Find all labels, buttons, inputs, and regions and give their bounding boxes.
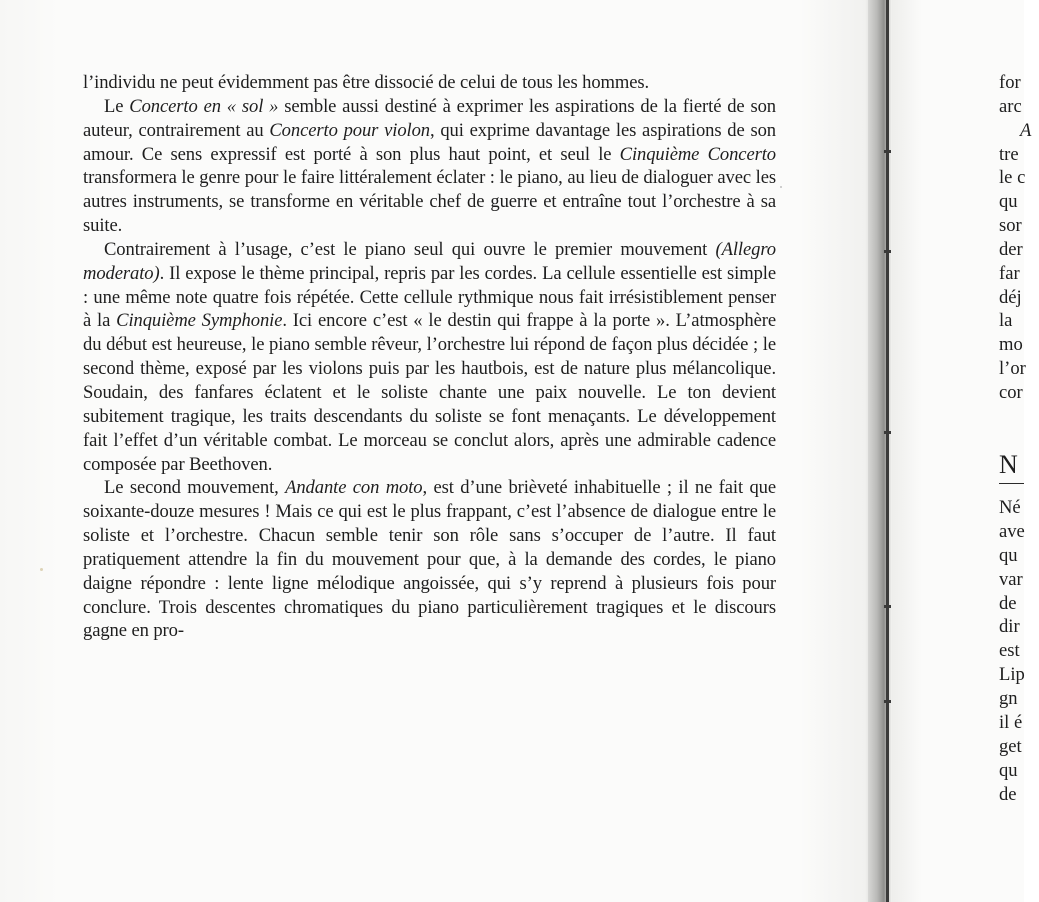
right-page-line: gn (999, 688, 1018, 710)
italic-title: Concerto pour violon (269, 119, 430, 141)
right-page-line: A (1020, 119, 1032, 141)
binding-mark (884, 431, 891, 434)
italic-title: Concerto en « sol » (129, 95, 279, 117)
italic-title: Cinquième Concerto (619, 143, 776, 165)
right-page-line: qu (999, 544, 1018, 566)
left-page-text (83, 71, 776, 643)
text-run: . Ici encore c’est « le destin qui frappe à la porte ». L’atmosphère du début est heureuse, le piano semble rêveur, l’orchestre lui répond de façon plus décidée ; le second thème, exposé par les violons puis par les hautbois, est de nature plus mélancolique. Soudain, des fanfares éclatent et le soliste chante une paix nouvelle. Le ton devient subitement tragique, les traits descendants du soliste se font menaçants. Le développement fait l’effet d’un véritable combat. Le morceau se conclut alors, après une admirable cadence composée par Beethoven. (83, 310, 777, 475)
right-page-line: l’or (999, 358, 1026, 380)
right-page-line: mo (999, 334, 1023, 356)
right-page-line: déj (999, 286, 1022, 308)
text-run: Contrairement à l’usage, c’est le piano seul qui ouvre le premier mouvement (104, 238, 716, 260)
right-page-text-top (999, 71, 1039, 405)
paragraph (83, 238, 776, 476)
right-page-line: cor (999, 381, 1023, 403)
text-run: transformera le genre pour le faire littéralement éclater : le piano, au lieu de dialoguer avec les autres instruments, se transforme en véritable chef de guerre et entraîne tout l’orchestre à sa suite. (83, 167, 776, 237)
paper-speck (780, 186, 782, 188)
text-run: Le (104, 95, 130, 117)
heading-underline (999, 483, 1024, 484)
right-page-line: Né (999, 497, 1021, 518)
right-page-line: le c (999, 167, 1026, 189)
book-gutter-line (886, 0, 889, 902)
right-page-line: sor (999, 215, 1022, 237)
right-page-line: get (999, 735, 1022, 757)
right-page-line: qu (999, 759, 1018, 781)
right-page-line: dir (999, 616, 1020, 638)
right-page-line: de (999, 592, 1017, 614)
right-page-text-bottom (999, 496, 1029, 807)
right-page-line: arc (999, 95, 1022, 117)
binding-mark (884, 605, 891, 608)
right-page-line: il é (999, 712, 1023, 734)
italic-title: Cinquième Symphonie (116, 310, 283, 332)
right-page-line: ave (999, 520, 1025, 542)
right-page-line: Lip (999, 664, 1025, 686)
text-run: , qui exprime davantage les aspirations de son amour. Ce sens expressif est porté à son plus haut point, et seul le (83, 119, 776, 165)
right-page-line: der (999, 238, 1023, 260)
binding-mark (884, 250, 891, 253)
right-page-line: for (999, 72, 1021, 93)
right-page-line: tre (999, 143, 1019, 165)
right-page-line: est (999, 640, 1020, 662)
paper-speck (40, 568, 43, 571)
text-run: Le second mouvement, (104, 477, 286, 499)
text-run: , est d’une brièveté inhabituelle ; il ne fait que soixante-douze mesures ! Mais ce qui est le plus frappant, c’est l’absence de dialogue entre le soliste et l’orchestre. Chacun semble tenir son rôle sans s’occuper de l’autre. Il faut pratiquement attendre la fin du mouvement pour que, à la demande des cordes, le piano daigne répondre : lente ligne mélodique angoissée, qui s’y reprend à plusieurs fois pour conclure. Trois descentes chromatiques du piano particulièrement tragiques et le discours gagne en pro- (83, 477, 776, 642)
text-run: l’individu ne peut évidemment pas être dissocié de celui de tous les hommes. (83, 72, 650, 93)
italic-title: Andante con moto (285, 477, 423, 499)
paragraph (83, 476, 776, 643)
right-page-line: qu (999, 191, 1018, 213)
binding-mark (884, 700, 891, 703)
right-page-line: la (999, 310, 1013, 332)
italic-title: (Allegro moderato) (83, 238, 776, 284)
binding-mark (884, 150, 891, 153)
right-page-line: far (999, 262, 1020, 284)
text-run: semble aussi destiné à exprimer les aspirations de la fierté de son auteur, contrairement au (83, 95, 776, 141)
paragraph (83, 71, 776, 95)
right-page-line: de (999, 783, 1017, 805)
text-run: . Il expose le thème principal, repris par les cordes. La cellule essentielle est simple : une même note quatre fois répétée. Cette cellule rythmique nous fait irrésistiblement penser à la (83, 262, 776, 332)
paragraph (83, 95, 776, 238)
right-page-heading: N (999, 450, 1018, 479)
right-page-line: var (999, 568, 1023, 590)
